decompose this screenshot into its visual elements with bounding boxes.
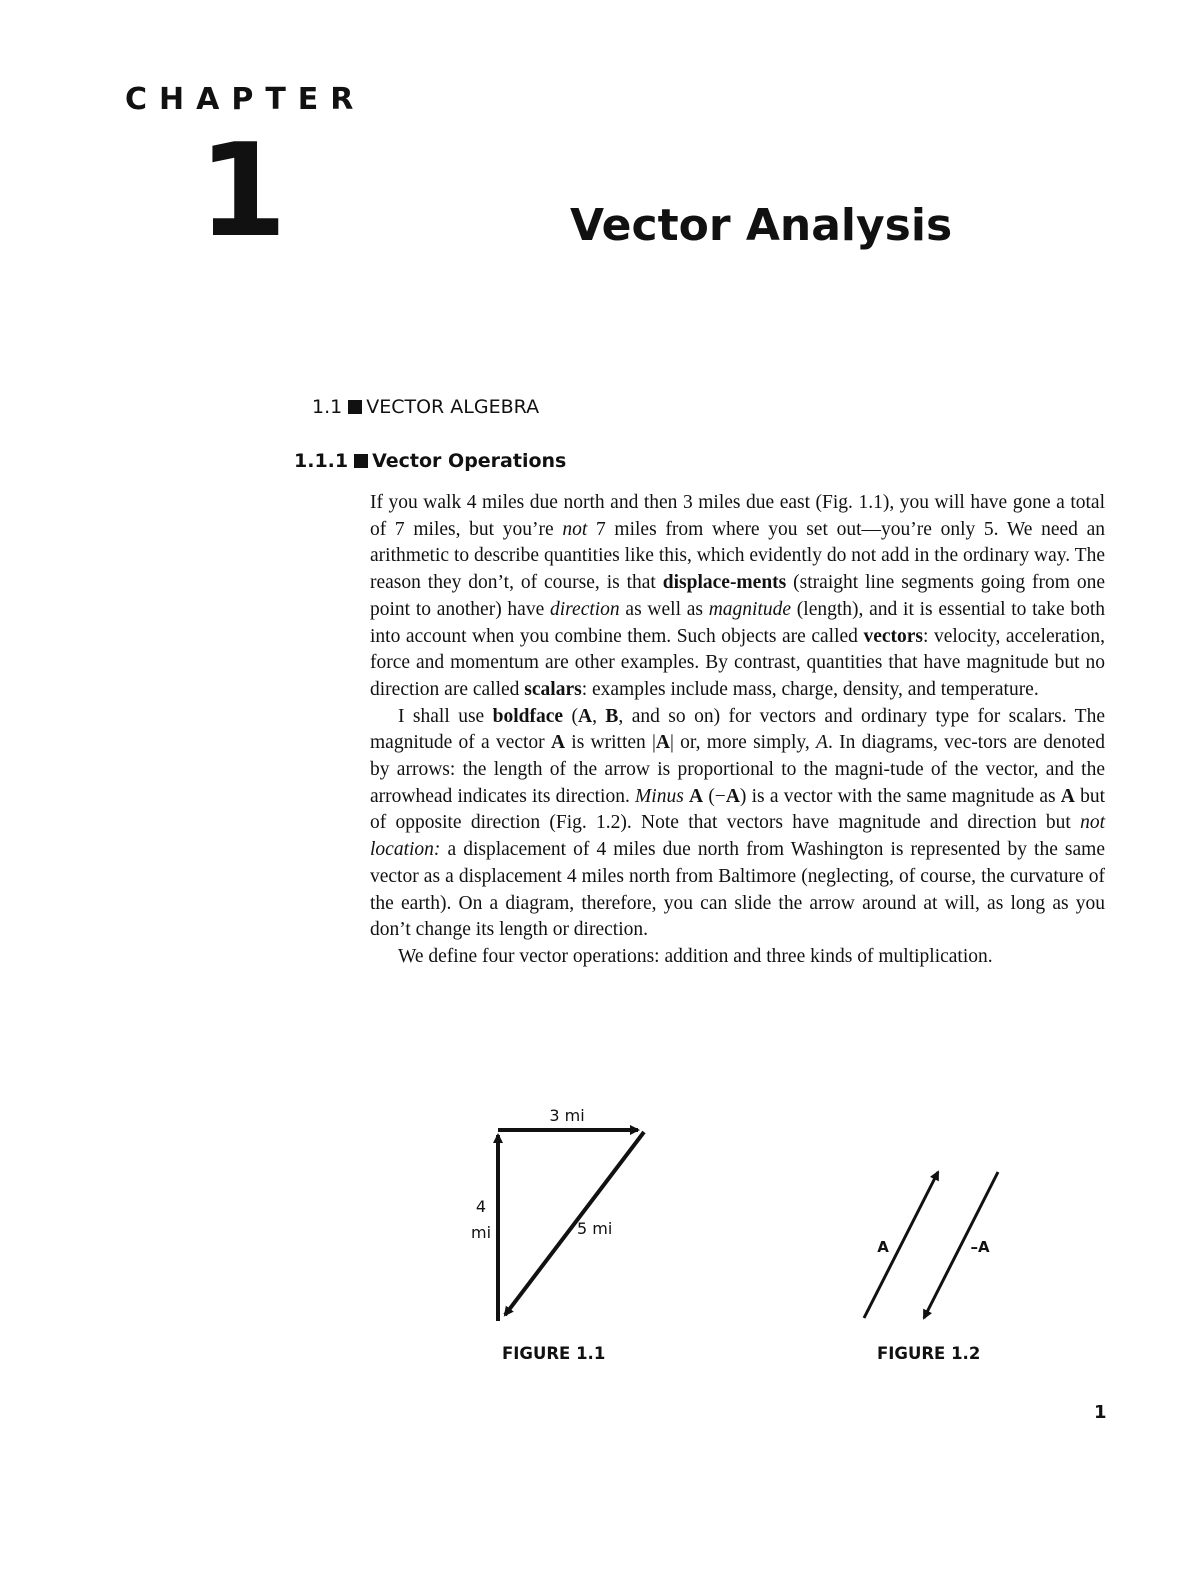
text-run: but of opposite direction (Fig. 1.2). Note that vectors have magnitude and direction but: [370, 785, 1106, 834]
subsection-number: 1.1.1: [294, 450, 349, 472]
text-run: (: [563, 705, 578, 727]
fig2-label-neg-a: –A: [970, 1238, 990, 1256]
text-run: ,: [592, 705, 606, 727]
bold-term: vectors: [863, 625, 924, 647]
text-run: (straight line segments going from one point to another) have: [370, 572, 1105, 620]
text-run: is written |: [565, 732, 656, 754]
paragraph: [370, 704, 1105, 944]
fig1-left-label-unit: mi: [470, 1223, 492, 1242]
text-run: We define four vector operations: addition and three kinds of multiplication.: [398, 945, 993, 967]
text-run: . In diagrams, vec-tors are denoted by arrows: the length of the arrow is proportional to the magni-tude of the vector, and the arrowhead indicates its direction.: [370, 732, 1105, 807]
text-run: as well as: [619, 598, 709, 620]
resultant-vector-arrow: [505, 1132, 644, 1315]
bold-term: B: [605, 705, 619, 727]
bold-term: A: [550, 732, 566, 754]
italic-term: not: [562, 518, 588, 540]
square-bullet-icon: [348, 400, 362, 414]
square-bullet-icon: [354, 454, 368, 468]
italic-term: direction: [550, 598, 620, 620]
italic-term: magnitude: [708, 598, 792, 620]
paragraph: [370, 944, 1105, 971]
bold-term: A: [655, 732, 671, 754]
figure-1-1-diagram: [450, 1095, 680, 1330]
text-run: 7 miles from where you set out—you’re only 5. We need an arithmetic to describe quantities like this, which evidently do not add in the ordinary way. The reason they don’t, of course, is that: [370, 518, 1105, 594]
chapter-number: 1: [198, 117, 288, 266]
italic-term: Minus: [635, 785, 684, 807]
text-run: : velocity, acceleration, force and momentum are other examples. By contrast, quantities that have magnitude but no direction are called: [370, 625, 1105, 700]
bold-term: A: [577, 705, 593, 727]
bold-term: A: [725, 785, 740, 807]
text-run: , and so on) for vectors and ordinary type for scalars. The magnitude of a vector: [370, 705, 1106, 754]
italic-term: A: [816, 732, 828, 754]
bold-term: A: [689, 785, 704, 807]
subsection-heading: [294, 450, 566, 472]
bold-term: boldface: [492, 705, 564, 727]
body-text: [370, 490, 1105, 971]
bold-term: A: [1060, 785, 1075, 807]
fig1-diag-label: 5 mi: [577, 1219, 613, 1238]
section-number: 1.1: [312, 396, 343, 418]
figure-1-2-caption: FIGURE 1.2: [877, 1344, 981, 1363]
text-run: (−: [703, 785, 726, 807]
bold-term: displace-ments: [662, 572, 787, 594]
section-title: VECTOR ALGEBRA: [366, 396, 540, 418]
fig1-top-label: 3 mi: [549, 1106, 585, 1125]
text-run: a displacement of 4 miles due north from Washington is represented by the same vector as a displacement 4 miles north from Baltimore (neglecting, of course, the curvature of the earth). On a diagram, therefore, you can slide the arrow around at will, as long as you don’t change its length or direction.: [370, 839, 1105, 941]
chapter-label: CHAPTER: [125, 82, 366, 117]
text-run: | or, more simply,: [670, 732, 817, 754]
text-run: (length), and it is essential to take both into account when you combine them. Such objects are called: [370, 598, 1106, 647]
text-run: If you walk 4 miles due north and then 3 miles due east (Fig. 1.1), you will have gone a total of 7 miles, but you’re: [370, 492, 1105, 540]
section-heading: [312, 396, 539, 418]
chapter-title: Vector Analysis: [570, 200, 953, 251]
figure-1-1-caption: FIGURE 1.1: [502, 1344, 606, 1363]
italic-term: not location:: [370, 812, 1105, 861]
bold-term: scalars: [524, 678, 582, 700]
text-run: I shall use: [398, 705, 493, 727]
paragraph: [370, 490, 1105, 704]
text-run: ) is a vector with the same magnitude as: [739, 785, 1061, 807]
page-number: 1: [1094, 1402, 1107, 1423]
text-run: : examples include mass, charge, density, and temperature.: [581, 678, 1039, 700]
fig1-left-label-num: 4: [475, 1197, 487, 1216]
fig2-label-a: A: [877, 1238, 889, 1256]
figure-1-2-diagram: [850, 1160, 1020, 1330]
subsection-title: Vector Operations: [372, 450, 567, 472]
vector-a-arrow: [864, 1172, 938, 1318]
